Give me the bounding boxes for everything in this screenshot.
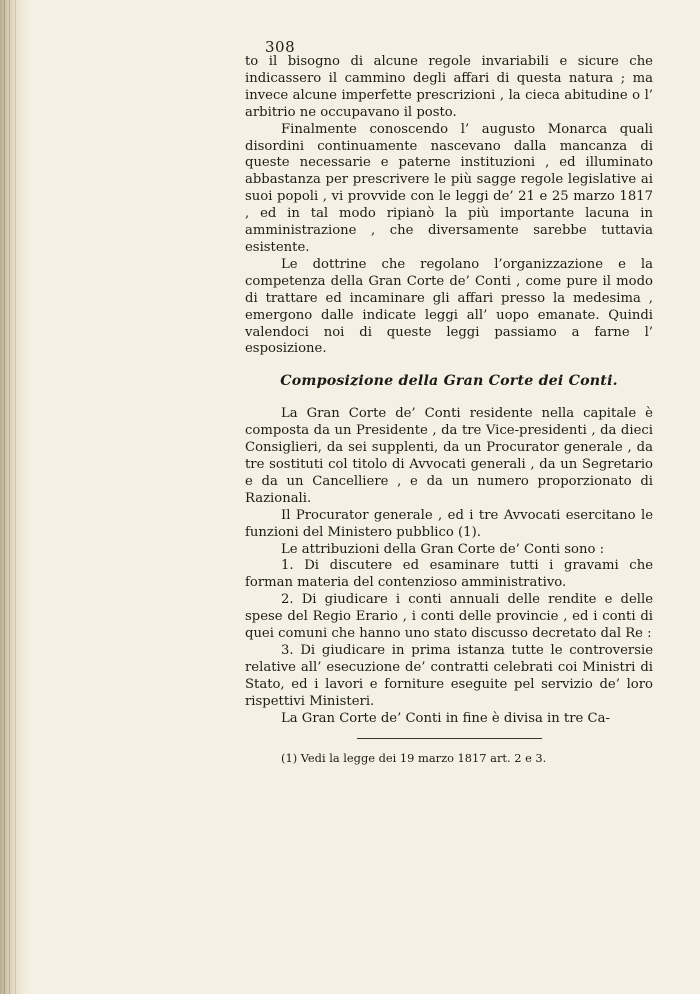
book-page <box>245 40 653 765</box>
footnote-divider <box>357 738 542 739</box>
paragraph: Il Procurator generale , ed i tre Avvocati esercitano le funzioni del Ministero pubblico (1). <box>245 507 653 540</box>
paragraph: Le dottrine che regolano l’organizzazione e la competenza della Gran Corte de’ Conti , come pure il modo di trattare ed incaminare gli affari presso la medesima , emergono dalle indicate leggi all’ uopo emanate. Quindi valendoci noi di queste leggi passiamo a farne l’ esposizione. <box>245 256 653 357</box>
section-title: Composizione della Gran Corte dei Conti. <box>280 373 618 390</box>
paragraph: La Gran Corte de’ Conti in fine è divisa in tre Ca- <box>281 710 610 726</box>
list-item: 3. Di giudicare in prima istanza tutte le controversie relative all’ esecuzione de’ contratti celebrati coi Ministri di Stato, ed i lavori e forniture eseguite pel servizio de’ loro rispettivi Ministeri. <box>245 643 653 709</box>
page-number: 308 <box>265 38 296 56</box>
paragraph: Finalmente conoscendo l’ augusto Monarca quali disordini continuamente nascevano dalla mancanza di queste necessarie e paterne instituzioni , ed illuminato abbastanza per prescrivere le più sagge regole legislative ai suoi popoli , vi provvide con le leggi de’ 21 e 25 marzo 1817 , ed in tal modo ripianò la più importante lacuna in amministrazione , che diversamente sarebbe tuttavia esistente. <box>245 121 653 255</box>
footnote: (1) Vedi la legge dei 19 marzo 1817 art. 2 e 3. <box>281 750 547 765</box>
paragraph: Le attribuzioni della Gran Corte de’ Conti sono : <box>281 541 605 557</box>
paragraph: La Gran Corte de’ Conti residente nella capitale è composta da un Presidente , da tre Vice-presidenti , da dieci Consiglieri, da sei supplenti, da un Procurator generale , da tre sostituti col titolo di Avvocati generali , da un Segretario e da un Cancelliere , e da un numero proporzionato di Razionali. <box>245 406 653 506</box>
book-spine-edge <box>0 0 30 994</box>
list-item: 1. Di discutere ed esaminare tutti i gravami che forman materia del contenzioso amministrativo. <box>245 558 653 591</box>
list-item: 2. Di giudicare i conti annuali delle rendite e delle spese del Regio Erario , i conti delle provincie , ed i conti di quei comuni che hanno uno stato discusso decretato dal Re : <box>245 592 653 642</box>
paragraph: to il bisogno di alcune regole invariabili e sicure che indicassero il cammino degli affari di questa natura ; ma invece alcune imperfette prescrizioni , la cieca abitudine o l’ arbitrio ne occupavano il posto. <box>245 54 653 120</box>
